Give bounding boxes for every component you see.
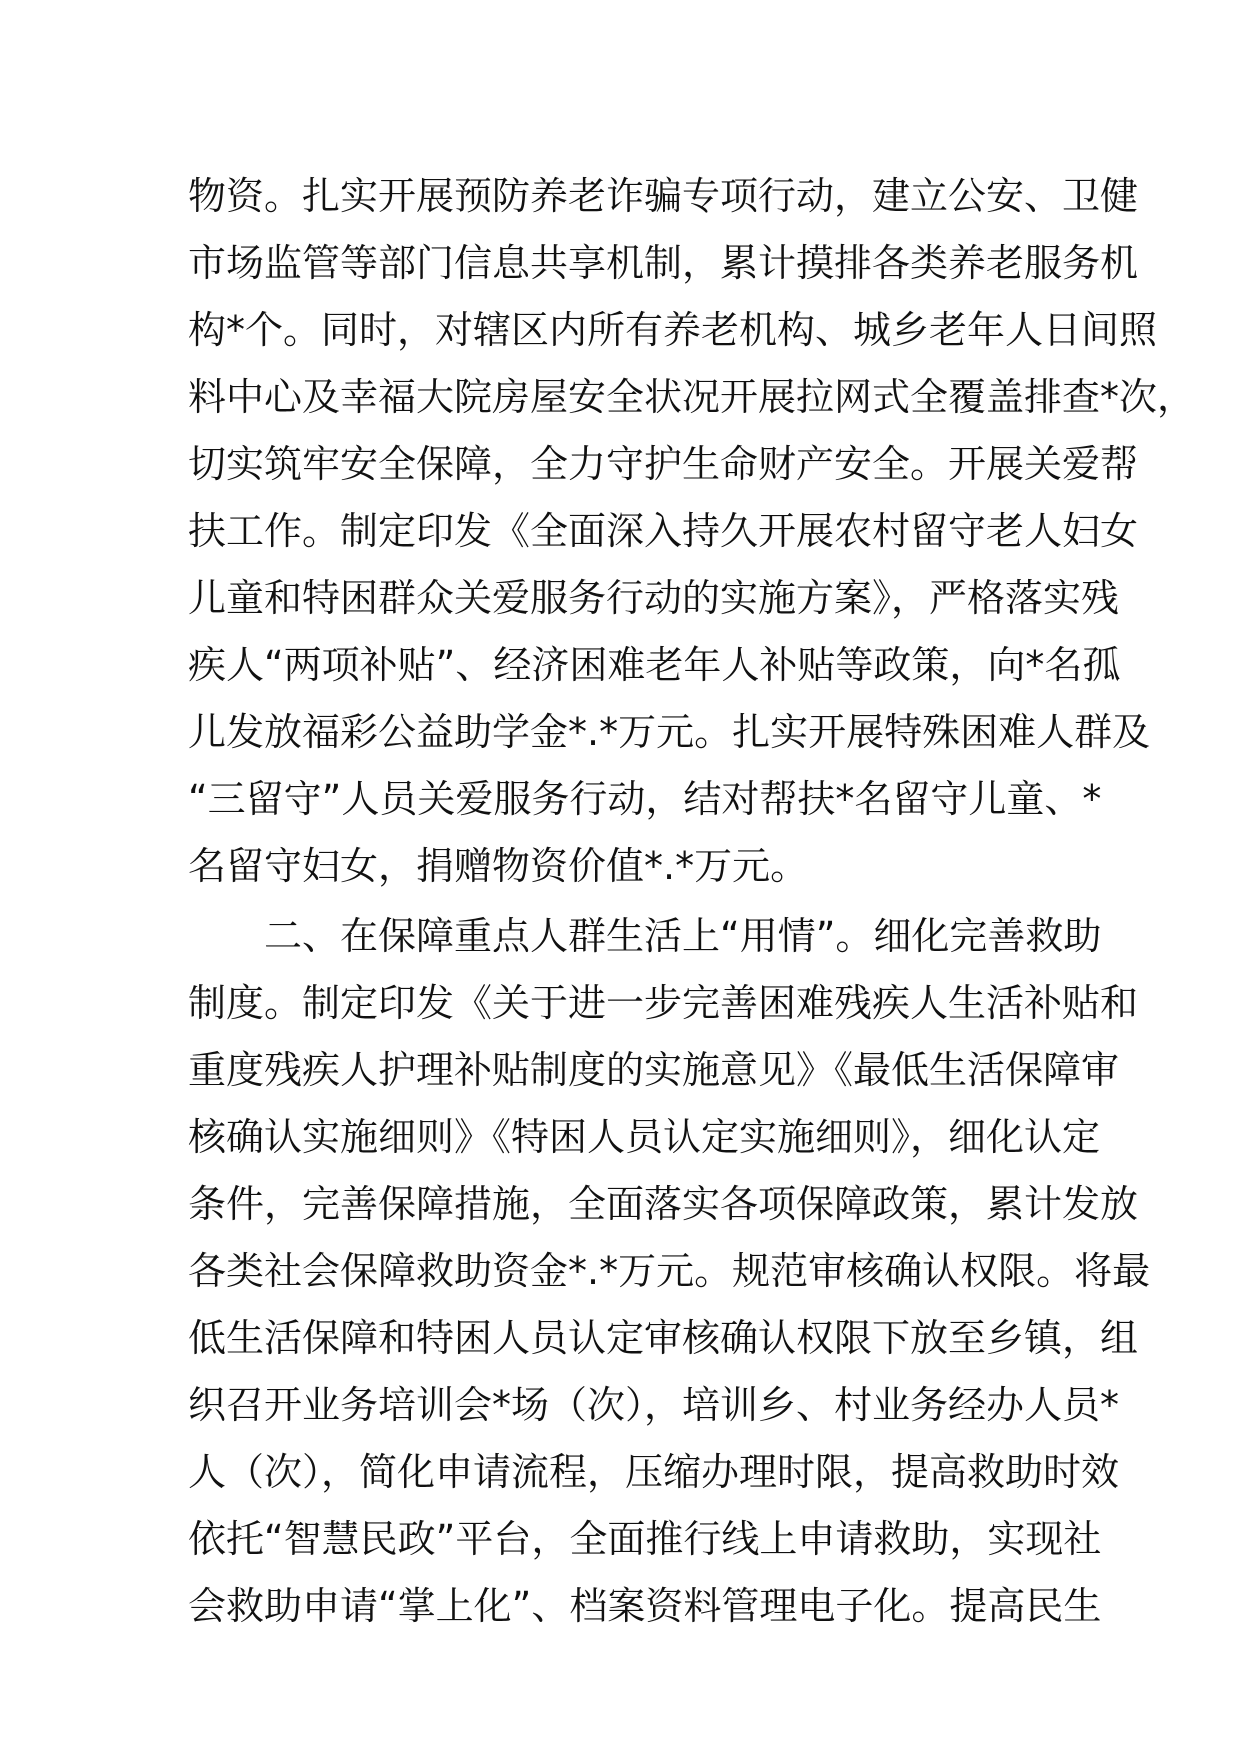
text-line: 条件，完善保障措施，全面落实各项保障政策，累计发放 <box>188 1182 1139 1226</box>
text-line: 市场监管等部门信息共享机制，累计摸排各类养老服务机 <box>188 241 1139 285</box>
text-line: 会救助申请“掌上化”、档案资料管理电子化。提高民生 <box>188 1584 1102 1628</box>
text-line: 儿发放福彩公益助学金*.*万元。扎实开展特殊困难人群及 <box>188 710 1151 754</box>
text-line: 扶工作。制定印发《全面深入持久开展农村留守老人妇女 <box>188 509 1139 553</box>
text-line: 名留守妇女，捐赠物资价值*.*万元。 <box>188 844 809 888</box>
text-line: 依托“智慧民政”平台，全面推行线上申请救助，实现社 <box>188 1517 1102 1561</box>
text-line: 核确认实施细则》《特困人员认定实施细则》，细化认定 <box>188 1115 1101 1159</box>
text-line: 各类社会保障救助资金*.*万元。规范审核确认权限。将最 <box>188 1249 1151 1293</box>
text-line: 低生活保障和特困人员认定审核确认权限下放至乡镇，组 <box>188 1316 1139 1360</box>
text-line: 切实筑牢安全保障，全力守护生命财产安全。开展关爱帮 <box>188 442 1139 486</box>
text-line: “三留守”人员关爱服务行动，结对帮扶*名留守儿童、* <box>188 777 1102 821</box>
section-heading-line: 二、在保障重点人群生活上“用情”。细化完善救助 <box>188 914 1102 958</box>
text-line: 物资。扎实开展预防养老诈骗专项行动，建立公安、卫健 <box>188 174 1139 218</box>
text-line: 制度。制定印发《关于进一步完善困难残疾人生活补贴和 <box>188 981 1139 1025</box>
paragraph-section-two <box>188 903 1151 1640</box>
text-line: 重度残疾人护理补贴制度的实施意见》《最低生活保障审 <box>188 1048 1120 1092</box>
text-line: 织召开业务培训会*场（次），培训乡、村业务经办人员* <box>188 1383 1120 1427</box>
text-line: 料中心及幸福大院房屋安全状况开展拉网式全覆盖排查*次， <box>188 375 1196 419</box>
paragraph-elderly-care <box>188 163 1196 900</box>
text-line: 人（次），简化申请流程，压缩办理时限，提高救助时效 <box>188 1450 1120 1494</box>
text-line: 儿童和特困群众关爱服务行动的实施方案》，严格落实残 <box>188 576 1120 620</box>
text-line: 构*个。同时，对辖区内所有养老机构、城乡老年人日间照 <box>188 308 1158 352</box>
text-line: 疾人“两项补贴”、经济困难老年人补贴等政策，向*名孤 <box>188 643 1121 687</box>
